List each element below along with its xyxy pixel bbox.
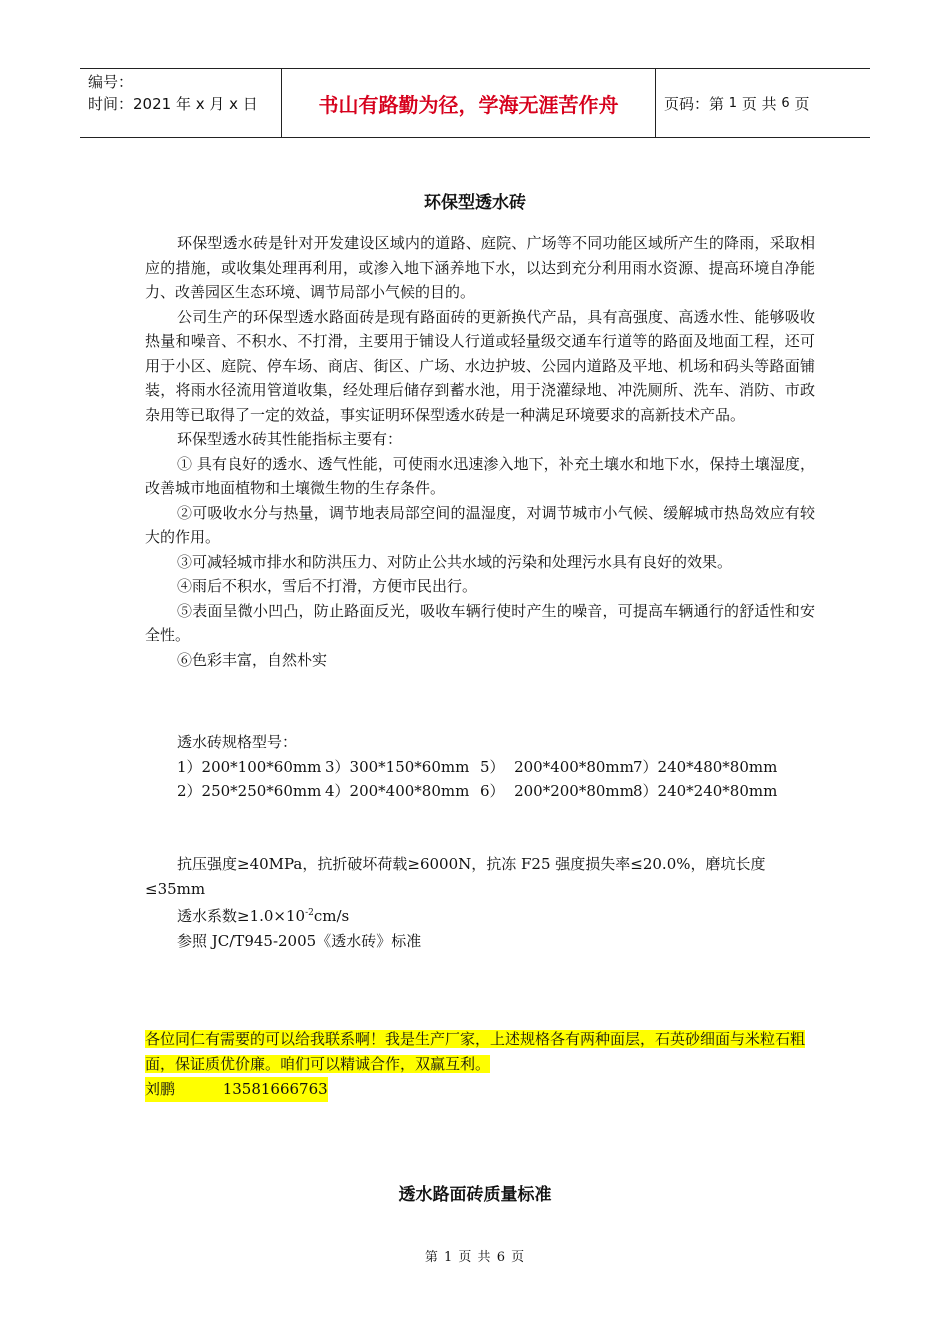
paragraph: ① 具有良好的透水、透气性能，可使雨水迅速渗入地下，补充土壤水和地下水，保持土壤湿度，改善城市地面植物和土壤微生物的生存条件。: [145, 454, 815, 497]
spec-item: 1）200*100*60mm: [177, 757, 322, 776]
spec-row: [177, 779, 777, 804]
permeability-line: [145, 901, 815, 929]
header-page-number: [656, 69, 870, 137]
header-left-cell: [80, 69, 281, 137]
header-table: [80, 68, 870, 138]
time-label: 时间：2021 年 x 月 x 日: [88, 95, 258, 113]
spec-item: 7）240*480*80mm: [633, 757, 778, 776]
perm-prefix: 透水系数≥1.0×10: [177, 907, 306, 925]
spec-row: [177, 755, 777, 780]
contact-line: [145, 1077, 328, 1102]
performance-block: [145, 852, 815, 953]
spec-heading: 透水砖规格型号：: [177, 733, 298, 751]
footer-suffix: 页: [511, 1250, 526, 1265]
footer-prefix: 第: [424, 1250, 439, 1265]
footer-mid: 页 共: [458, 1250, 492, 1265]
paragraph: ③可减轻城市排水和防洪压力、对防止公共水域的污染和处理污水具有良好的效果。: [177, 552, 733, 571]
spec-item: 2）250*250*60mm: [177, 782, 322, 800]
spec-item: 4）200*400*80mm: [325, 782, 470, 800]
page-suffix: 页: [794, 94, 810, 113]
body-paragraphs: [145, 231, 815, 672]
standard-line: 参照 JC/T945-2005《透水砖》标准: [177, 931, 422, 950]
footer-current: 1: [444, 1250, 454, 1265]
spec-list: [177, 730, 777, 804]
performance-line: 抗压强度≥40MPa，抗折破坏荷载≥6000N，抗冻 F25 强度损失率≤20.0%，磨坑长度≤35mm: [145, 855, 766, 898]
page-footer: [0, 1246, 950, 1265]
perm-unit: cm/s: [313, 907, 350, 925]
document-title: 环保型透水砖: [424, 193, 526, 213]
paragraph: ④雨后不积水，雪后不打滑，方便市民出行。: [177, 577, 478, 595]
page-current: 1: [728, 95, 738, 111]
spec-item: 6） 200*200*80mm: [480, 782, 634, 800]
paragraph: 公司生产的环保型透水路面砖是现有路面砖的更新换代产品，具有高强度、高透水性、能够吸收热量和噪音、不积水、不打滑，主要用于铺设人行道或轻量级交通车行道等的路面及地面工程，还可用于小区、庭院、停车场、商店、街区、广场、水边护坡、公园内道路及平地、机场和码头等路面铺装，将雨水径流用管道收集，经处理后储存到蓄水池，用于浇灌绿地、冲洗厕所、洗车、消防、市政杂用等已取得了一定的效益，事实证明环保型透水砖是一种满足环境要求的高新技术产品。: [145, 307, 815, 424]
paragraph: 环保型透水砖是针对开发建设区域内的道路、庭院、广场等不同功能区域所产生的降雨，采取相应的措施，或收集处理再利用，或渗入地下涵养地下水，以达到充分利用雨水资源、提高环境自净能力、改善园区生态环境、调节局部小气候的目的。: [145, 234, 815, 301]
page-mid: 页 共: [741, 94, 777, 113]
spec-item: 3）300*150*60mm: [325, 757, 470, 776]
paragraph: ②可吸收水分与热量，调节地表局部空间的温湿度，对调节城市小气候、缓解城市热岛效应有较大的作用。: [145, 503, 815, 546]
motto: 书山有路勤为径，学海无涯苦作舟: [281, 69, 656, 137]
spec-item: 5） 200*400*80mm: [480, 757, 634, 776]
number-label: 编号：: [88, 73, 134, 91]
contact-phone: 13581666763: [222, 1080, 328, 1098]
paragraph: ⑥色彩丰富，自然朴实: [177, 650, 328, 669]
spec-item: 8）240*240*80mm: [633, 782, 778, 800]
page-total: 6: [781, 95, 790, 111]
paragraph: 环保型透水砖其性能指标主要有：: [177, 430, 403, 448]
promo-block: [145, 1027, 815, 1102]
page-prefix: 页码：第: [664, 94, 725, 113]
paragraph: ⑤表面呈微小凹凸，防止路面反光，吸收车辆行使时产生的噪音，可提高车辆通行的舒适性和安全性。: [145, 601, 815, 644]
contact-name: 刘鹏: [145, 1080, 176, 1098]
promo-text: 各位同仁有需要的可以给我联系啊！我是生产厂家，上述规格各有两种面层，石英砂细面与米粒石粗面，保证质优价廉。咱们可以精诚合作，双赢互利。: [145, 1030, 806, 1073]
footer-total: 6: [496, 1250, 506, 1265]
section-title: 透水路面砖质量标准: [398, 1185, 552, 1205]
perm-exponent: -2: [305, 908, 314, 918]
